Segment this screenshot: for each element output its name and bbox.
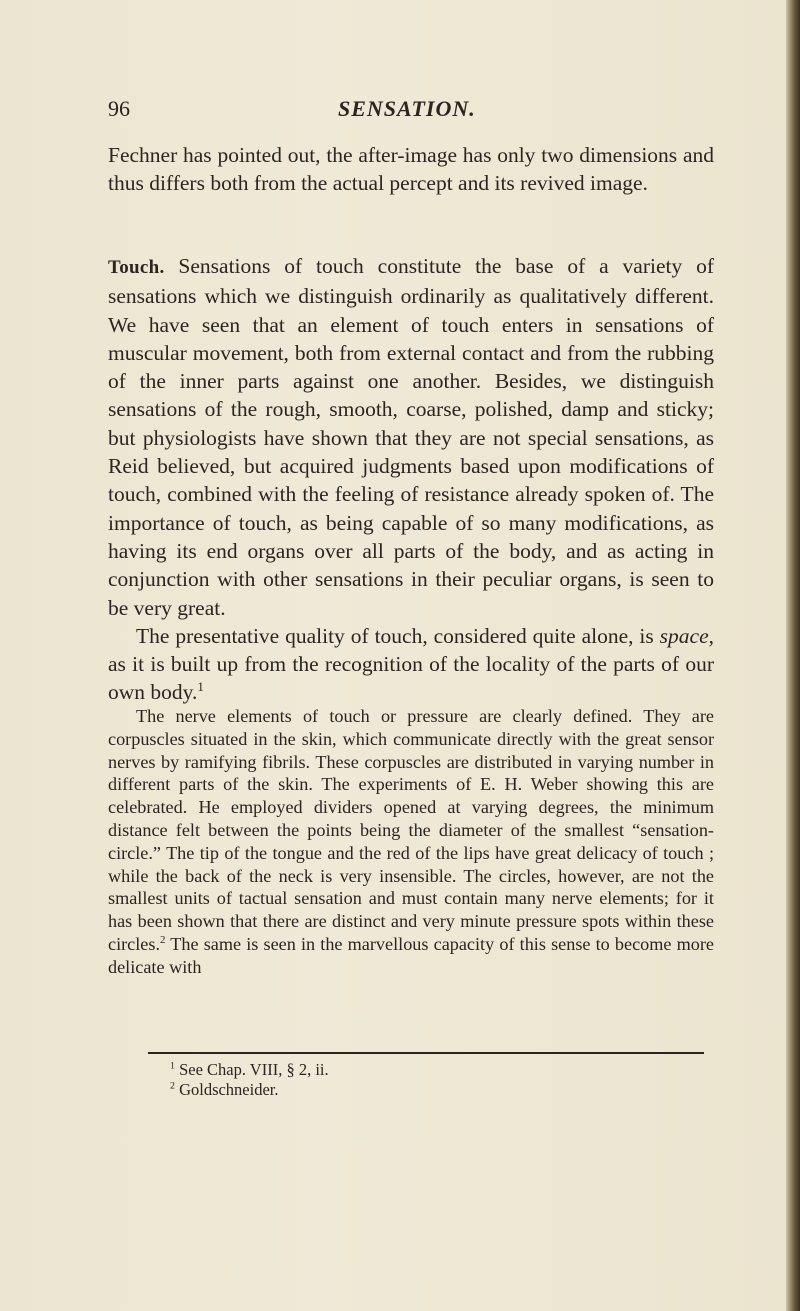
- touch-paragraph-2: [108, 622, 714, 707]
- footnote-ref-2[interactable]: 2: [160, 933, 166, 946]
- continuation-block: [108, 141, 714, 198]
- running-title: SENSATION.: [338, 96, 476, 121]
- footnote-item: [170, 1080, 570, 1100]
- nerve-paragraph-before: The nerve elements of touch or pressure are clearly defined. They are corpuscles situated in the skin, which communicate directly with the great sensor nerves by ramifying fibrils. These corpuscles are distributed in varying number in different parts of the skin. The experiments of E. H. Weber showing this are celebrated. He employed dividers opened at varying degrees, the minimum distance felt between the points being the diameter of the smallest “sensation-circle.” The tip of the tongue and the red of the lips have great delicacy of touch ; while the back of the neck is very insensible. The circles, however, are not the smallest units of tactual sensation and must contain many nerve elements; for it has been shown that there are distinct and very minute pressure spots within these circles.: [108, 706, 714, 954]
- touch-paragraph-1-text: Sensations of touch constitute the base of a variety of sensations which we distinguish ordinarily as qualitatively different. We have seen that an element of touch enters in sensations of muscular movement, both from external contact and from the rubbing of the inner parts against one another. Besides, we distinguish sensations of the rough, smooth, coarse, polished, damp and sticky; but physiologists have shown that they are not special sensations, as Reid believed, but acquired judgments based upon modifications of touch, combined with the feeling of resistance already spoken of. The importance of touch, as being capable of so many modifications, as having its end organs over all parts of the body, and as acting in conjunction with other sensations in their peculiar organs, is seen to be very great.: [108, 254, 714, 620]
- footnote-mark: 1: [170, 1060, 175, 1072]
- footnotes: [170, 1060, 570, 1100]
- footnote-text: See Chap. VIII, § 2, ii.: [179, 1060, 329, 1079]
- page-header: [108, 96, 708, 126]
- section-heading: Touch.: [108, 257, 165, 278]
- footnote-mark: 2: [170, 1080, 175, 1092]
- footnote-ref-1[interactable]: 1: [197, 680, 204, 695]
- continuation-paragraph: Fechner has pointed out, the after-image has only two dimensions and thus differs both from the actual percept and its revived image.: [108, 143, 714, 196]
- footnote-divider: [148, 1052, 704, 1054]
- page-number: 96: [108, 96, 130, 121]
- emphasis-space: space: [659, 623, 709, 648]
- touch-section: [108, 252, 714, 707]
- nerve-paragraph-after: The same is seen in the marvellous capacity of this sense to become more delicate with: [108, 933, 714, 977]
- book-spine-edge: [786, 0, 800, 1311]
- footnote-item: [170, 1060, 570, 1080]
- small-print-section: [108, 705, 714, 979]
- footnote-text: Goldschneider.: [179, 1080, 279, 1099]
- touch-paragraph-2-before: The presentative quality of touch, considered quite alone, is: [136, 623, 660, 648]
- touch-paragraph-2-after: , as it is built up from the recognition of the locality of the parts of our own body.: [108, 623, 714, 705]
- nerve-elements-paragraph: [108, 705, 714, 979]
- touch-paragraph-1: [108, 252, 714, 622]
